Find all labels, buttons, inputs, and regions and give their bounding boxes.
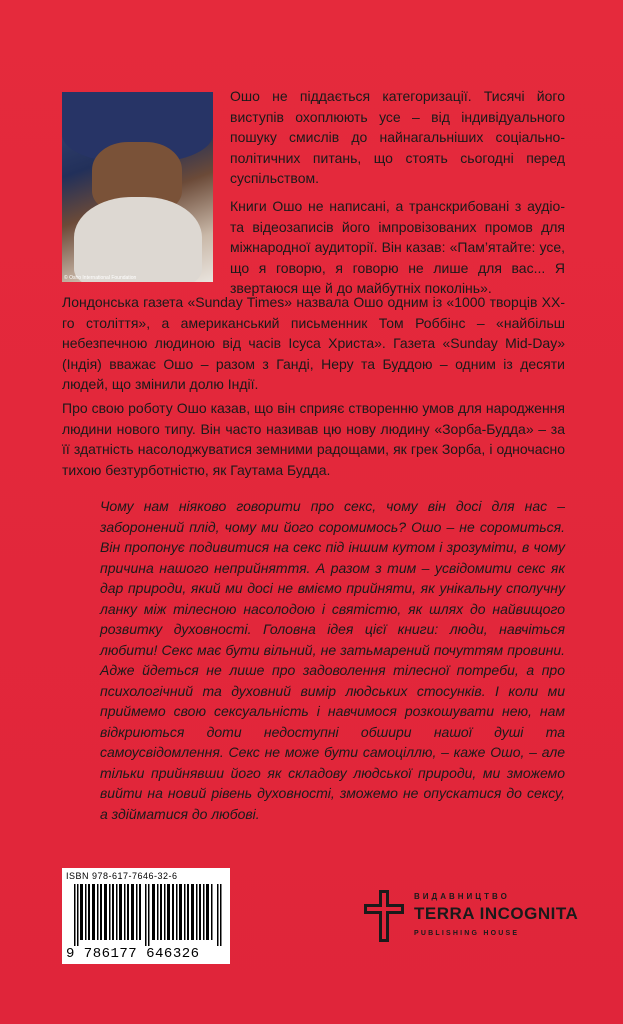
photo-caption: © Osho International Foundation (64, 275, 137, 281)
paragraph-intro: Ошо не піддається категоризації. Тисячі його виступів охоплюють усе – від індивідуального пошуку смислів до найнагальніших соціально-політичних питань, що стоять сьогодні перед суспільством. (230, 88, 565, 186)
barcode-icon (74, 884, 222, 946)
cross-icon (364, 890, 404, 942)
paragraph-books: Книги Ошо не написані, а транскрибовані з аудіо- та відеозаписів його імпровізованих промов для міжнародної аудиторії. Він казав: «Пам’ятайте: усе, що я говорю, я говорю не лише для вас... Я звертаюся ще й до майбутніх поколінь». (230, 198, 565, 296)
author-photo (62, 92, 213, 282)
paragraph-press: Лондонська газета «Sunday Times» назвала Ошо одним із «1000 творців ХХ-го століття», а американський письменник Том Роббінс – «найбільш небезпечною людиною від часів Ісуса Христа». Газета «Sunday Mid-Day» (Індія) вважає Ошо – разом з Ганді, Неру та Буддою – одним із десяти людей, що змінили долю Індії. (62, 294, 565, 392)
publisher-label-bottom: PUBLISHING HOUSE (414, 930, 520, 937)
publisher-logo (364, 884, 579, 954)
paragraph-zorba: Про свою роботу Ошо казав, що він сприяє створенню умов для народження людини нового типу. Він часто називав цю нову людину «Зорба-Будда» – за її здатність насолоджуватися земними радощами, як грек Зорба, і одночасно тихою безтурботністю, як Гаутама Будда. (62, 400, 565, 478)
barcode-number: 9 786177 646326 (66, 946, 200, 962)
isbn-label: ISBN 978-617-7646-32-6 (66, 871, 178, 881)
publisher-label-top: ВИДАВНИЦТВО (414, 892, 510, 901)
photo-beard-shape (74, 197, 202, 282)
barcode-box (62, 868, 230, 964)
book-description-quote: Чому нам ніяково говорити про секс, чому він досі для нас – заборонений плід, чому ми його соромимось? Ошо – не соромиться. Він пропонує подивитися на секс під іншим кутом і зрозуміти, в чому причина нашого неприйняття. А разом з тим – усвідомити секс як дар природи, який ми досі не вміємо прийняти, як унікальну сполучну ланку між тілесною насолодою і святістю, як шлях до найвищого розвитку духовності. Головна ідея цієї книги: люди, навчіться любити! Секс має бути вільний, не затьмарений почуттям провини. Адже йдеться не лише про задоволення тілесної потреби, а про психологічний та духовний вимір людських стосунків. І коли ми приймемо свою сексуальність і навчимося розкошувати нею, нам відкриються доти недоступні обшири нашої душі та самоусвідомлення. Секс не може бути самоціллю, – каже Ошо, – але тільки прийнявши його як складову людської природи, ми зможемо вийти на новий рівень духовності, зможемо не опускатися до сексу, а здійматися до любові. (100, 498, 565, 822)
publisher-name: TERRA INCOGNITA (414, 904, 579, 923)
